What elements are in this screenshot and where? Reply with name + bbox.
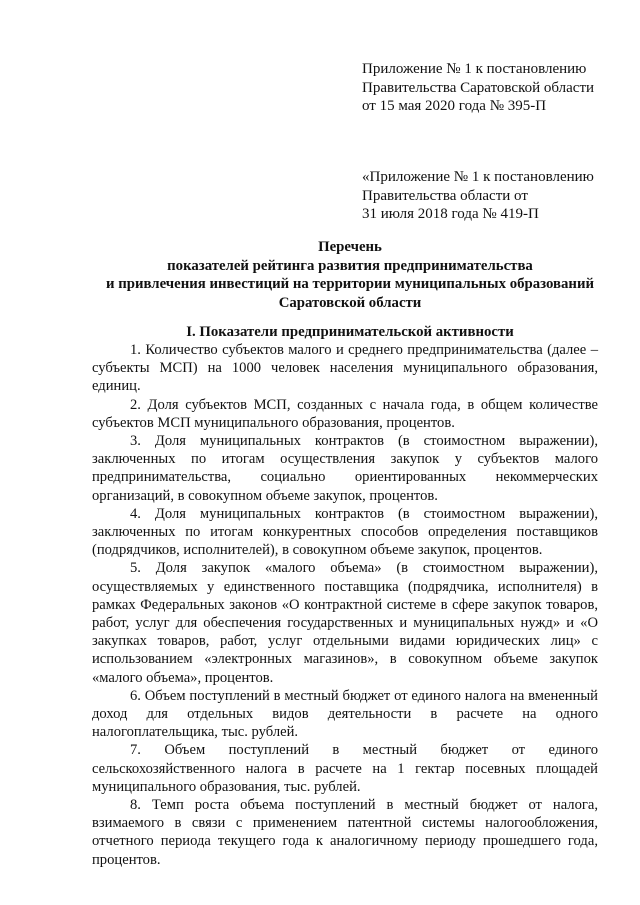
appendix-line: «Приложение № 1 к постановлению — [362, 169, 594, 185]
list-item: 1. Количество субъектов малого и среднего предпринимательства (далее – субъекты МСП) на 1000 человек населения муниципального образования, единиц. — [92, 342, 598, 395]
appendix-reference-original — [362, 168, 622, 224]
list-item: 2. Доля субъектов МСП, созданных с начала года, в общем количестве субъектов МСП муниципального образования, процентов. — [92, 396, 598, 431]
appendix-reference-current — [362, 60, 622, 116]
appendix-line: 31 июля 2018 года № 419-П — [362, 206, 539, 222]
list-item: 8. Темп роста объема поступлений в местный бюджет от налога, взимаемого в связи с применением патентной системы налогообложения, отчетного периода текущего года к аналогичному периоду прошедшего года, процентов. — [92, 797, 598, 868]
title-line: показателей рейтинга развития предпринимательства — [167, 257, 533, 274]
appendix-line: Правительства области от — [362, 187, 528, 204]
appendix-line: Правительства Саратовской области — [362, 79, 595, 96]
appendix-line: от 15 мая 2020 года № 395-П — [362, 98, 547, 114]
title-line: и привлечения инвестиций на территории муниципальных образований — [105, 276, 594, 292]
section-body — [92, 341, 598, 869]
list-item: 7. Объем поступлений в местный бюджет от единого сельскохозяйственного налога в расчете на 1 гектар посевных площадей муниципального образования, тыс. рублей. — [92, 742, 598, 795]
list-item: 4. Доля муниципальных контрактов (в стоимостном выражении), заключенных по итогам конкурентных способов определения поставщиков (подрядчиков, исполнителей), в совокупном объеме закупок, процентов. — [92, 505, 598, 559]
appendix-line: Приложение № 1 к постановлению — [362, 61, 587, 77]
title-line: Перечень — [318, 239, 382, 255]
document-title — [80, 238, 620, 312]
title-line: Саратовской области — [278, 294, 422, 311]
list-item: 6. Объем поступлений в местный бюджет от единого налога на вмененный доход для отдельных видов деятельности в расчете на одного налогоплательщика, тыс. рублей. — [92, 687, 598, 741]
list-item: 5. Доля закупок «малого объема» (в стоимостном выражении), осуществляемых у единственного поставщика (подрядчика, исполнителя) в рамках Федеральных законов «О контрактной системе в сфере закупок товаров, работ, услуг для обеспечения государственных и муниципальных нужд» и «О закупках товаров, работ, услуг отдельными видами юридических лиц» с использованием «электронных магазинов», в совокупном объеме закупок «малого объема», процентов. — [92, 560, 598, 686]
list-item: 3. Доля муниципальных контрактов (в стоимостном выражении), заключенных по итогам осуществления закупок у субъектов малого предпринимательства, социально ориентированных некоммерческих организаций, в совокупном объеме закупок, процентов. — [92, 433, 598, 504]
section-heading: I. Показатели предпринимательской активности — [186, 324, 514, 340]
